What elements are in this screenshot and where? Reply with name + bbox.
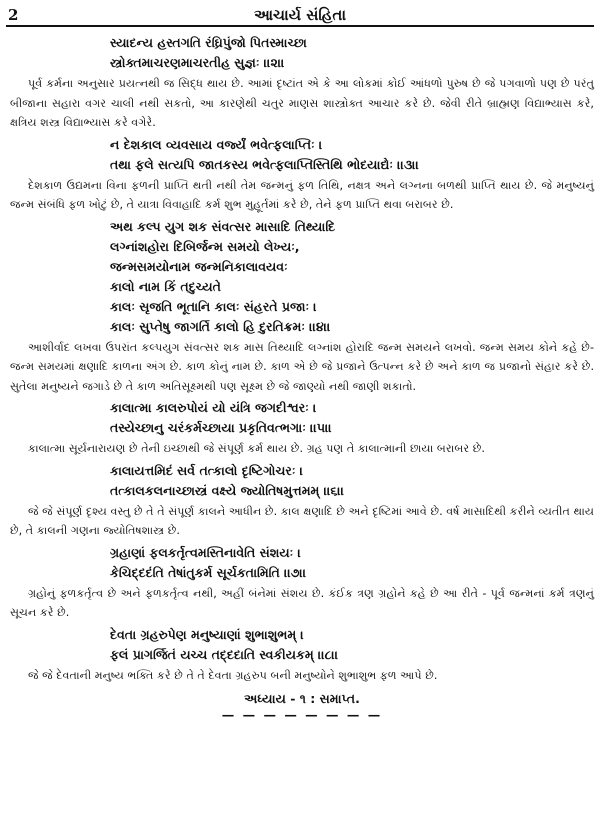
verse-text: કેચિદ્દદંતિ તેષાંતુકર્મ સૂર્ચકતામિતિ ।।૭।। bbox=[110, 564, 307, 580]
sanskrit-verse-line bbox=[110, 297, 594, 317]
paragraph-text: આશીર્વાદ લખવા ઉપરાંત કલ્પયુગ સંવત્સર શક માસ તિથ્યાદિ લગ્નાંશ હોરાદિ જન્મ સમયને લખવો. જન્મ સમય કોને કહે છે-જન્મ સમયમાં ક્ષણાદિ કાળના અંગ છે. કાળ કોનું નામ છે. કાળ એ છે જે પ્રજાને ઉત્પન્ન કરે છે અને કાળ જ પ્રજાનો સંહાર કરે છે. સુતેલા મનુષ્યને જગાડે છે તે કાળ અતિસૂક્ષ્મથી પણ સૂક્ષ્મ છે જે જાણ્યો નથી જાણી શકાતો. bbox=[10, 340, 594, 393]
sanskrit-verse-line bbox=[110, 53, 594, 73]
verse-text: લગ્નાંશહોરા દિબિર્જન્મ સમયો લેખ્યઃ, bbox=[110, 238, 300, 254]
chapter-end-dashes: — — — — — — — — bbox=[221, 707, 383, 722]
verse-text: તથા ફલે સત્યપિ જાતકસ્ય ભવેત્ફલાપ્તિસ્તિથિ ભોદયાદ્યેઃ ।।૩।। bbox=[110, 156, 419, 172]
paragraph-text: પૂર્વ કર્મના અનુસાર પ્રયત્નથી જ સિદ્ધ થાય છે. આમાં દૃષ્ટાંત એ કે આ લોકમાં કોઈ આંધળો પુરુષ છે જે પગવાળો પણ છે પરંતુ બીજાના સહારા વગર ચાલી નથી સકતો, આ કારણેથી ચતુર માણસ શાસ્ત્રોક્ત આચાર કરે છે. જેવી રીતે બ્રાહ્મણ વિદ્યાભ્યાસ કરે, ક્ષત્રિય શસ્ત્ર વિદ્યાભ્યાસ કરે વગેરે. bbox=[10, 77, 594, 129]
sanskrit-verse-line bbox=[110, 155, 594, 175]
sanskrit-verse-line bbox=[110, 481, 594, 501]
sanskrit-verse-line bbox=[110, 257, 594, 277]
sanskrit-verse-line bbox=[110, 461, 594, 481]
commentary-paragraph bbox=[10, 176, 594, 215]
sanskrit-verse-line bbox=[110, 317, 594, 337]
commentary-paragraph bbox=[10, 439, 594, 459]
commentary-paragraph bbox=[10, 338, 594, 397]
verse-text: દેવતા ગ્રહરુપેણ મનુષ્યાણાં શુભાશુભમ્ । bbox=[110, 626, 304, 642]
header-rule bbox=[6, 25, 594, 27]
chapter-end-label: અધ્યાય - ૧ : સમાપ્ત. bbox=[244, 691, 360, 706]
verse-text: કાલો નામ કિં તદુચ્યતે bbox=[110, 278, 221, 294]
commentary-paragraph bbox=[10, 74, 594, 133]
verse-text: સ્ત્રોક્તમાચરણમાચરતીહ સુજ્ઞઃ ।।૨।। bbox=[110, 55, 285, 70]
verse-text: સ્યાદન્ય હસ્તગતિ રંઘ્રિપુંજો પિતસ્માચ્છા bbox=[110, 35, 307, 50]
sanskrit-verse-line bbox=[110, 543, 594, 563]
paragraph-text: દેશકાળ ઉદ્યમના વિના ફળની પ્રાપ્તિ થતી નથી તેમ જન્મનું ફળ તિથિ, નક્ષત્ર અને લગ્નના બળથી પ્રાપ્તિ થાય છે. જે મનુષ્યનું જન્મ સંબંધિ ફળ ખોટું છે, તે યાત્રા વિવાહાદિ કર્મ શુભ મુહૂર્તમાં કરે છે, તેને ફળ પ્રાપ્તિ થવા બરાબર છે. bbox=[10, 178, 594, 211]
paragraph-text: ગ્રહોનું ફળકર્તૃત્વ છે અને ફળકર્તૃત્વ નથી, અહીં બંનેમાં સંશય છે. કંઈક ત્રણ ગ્રહોને કહે છે આ રીતે - પૂર્વ જન્મનાં કર્મ ત્રણનું સૂચન કરે છે. bbox=[10, 586, 594, 619]
commentary-paragraph bbox=[10, 666, 594, 686]
page-body bbox=[10, 33, 594, 721]
sanskrit-verse-line bbox=[110, 33, 594, 53]
sanskrit-verse-line bbox=[110, 645, 594, 665]
verse-text: અથ કલ્પ યુગ શક સંવત્સર માસાદિ તિથ્યાદિ bbox=[110, 218, 336, 234]
sanskrit-verse-line bbox=[110, 418, 594, 438]
paragraph-text: જે જે સંપૂર્ણ દૃશ્ય વસ્તુ છે તે તે સંપૂર્ણ કાલને આધીન છે. કાલ ક્ષણાદિ છે અને દૃષ્ટિમાં આવે છે. વર્ષ માસાદિથી કરીને વ્યતીત થાય છે, તે કાલની ગણના જ્યોતિષશાસ્ત્ર છે. bbox=[10, 504, 594, 537]
commentary-paragraph bbox=[10, 502, 594, 541]
sanskrit-verse-line bbox=[110, 217, 594, 237]
verse-text: કાલઃ સૃજતિ ભૂતાનિ કાલઃ સંહરતે પ્રજાઃ । bbox=[110, 298, 317, 314]
page-number: 2 bbox=[8, 6, 19, 24]
paragraph-text: કાલાત્મા સૂર્યનારાયણ છે તેની ઇચ્છાથી જે સંપૂર્ણ કર્મ થાય છે. ગ્રહ પણ તે કાલાત્માની છાયા બરાબર છે. bbox=[28, 442, 485, 455]
running-title: આચાર્ય સંહિતા bbox=[253, 6, 347, 24]
commentary-paragraph bbox=[10, 584, 594, 623]
paragraph-text: જે જે દેવતાની મનુષ્ય ભક્તિ કરે છે તે તે દેવતા ગ્રહરુપ બની મનુષ્યોને શુભાશુભ ફળ આપે છે. bbox=[28, 668, 438, 682]
verse-text: કાલઃ સુપ્તેષુ જાગર્તિ કાલો હિ દુરતિક્રમઃ ।।૪।। bbox=[110, 318, 331, 334]
verse-text: કાલાત્મા કાલરુપોયં યો યંત્રિ જગદીશ્વરઃ । bbox=[110, 400, 317, 415]
page-header bbox=[6, 4, 594, 26]
sanskrit-verse-line bbox=[110, 398, 594, 418]
verse-text: જન્મસમયોનામ જન્મનિકાલાવયવઃ bbox=[110, 258, 288, 274]
verse-text: તસ્યેચ્છાનુ ચરંકર્મચ્છાયા પ્રકૃતિવત્ભગાઃ ।।૫।। bbox=[110, 420, 332, 435]
verse-text: ગ્રહાણાં ફલકર્તૃત્વમસ્તિનાવેતિ સંશયઃ । bbox=[110, 544, 301, 560]
verse-text: કાલાયત્તમિદં સર્વ તત્કાલો દૃષ્ટિગોચરઃ । bbox=[110, 462, 304, 478]
sanskrit-verse-line bbox=[110, 277, 594, 297]
verse-text: ન દેશકાલ વ્યવસાય વર્જ્યં ભવેત્ફલાપ્તિઃ । bbox=[110, 136, 323, 152]
verse-text: તત્કાલકલનાચ્છાસ્ત્રં વક્ષ્યે જ્યોતિષમુત્તમમ્ ।।૬।। bbox=[110, 482, 345, 498]
verse-text: ફલં પ્રાગર્જિતં યચ્ચ તદ્દદાતિ સ્વકીયકમ્ ।।૮।। bbox=[110, 646, 339, 662]
sanskrit-verse-line bbox=[110, 135, 594, 155]
sanskrit-verse-line bbox=[110, 237, 594, 257]
sanskrit-verse-line bbox=[110, 563, 594, 583]
sanskrit-verse-line bbox=[110, 625, 594, 645]
